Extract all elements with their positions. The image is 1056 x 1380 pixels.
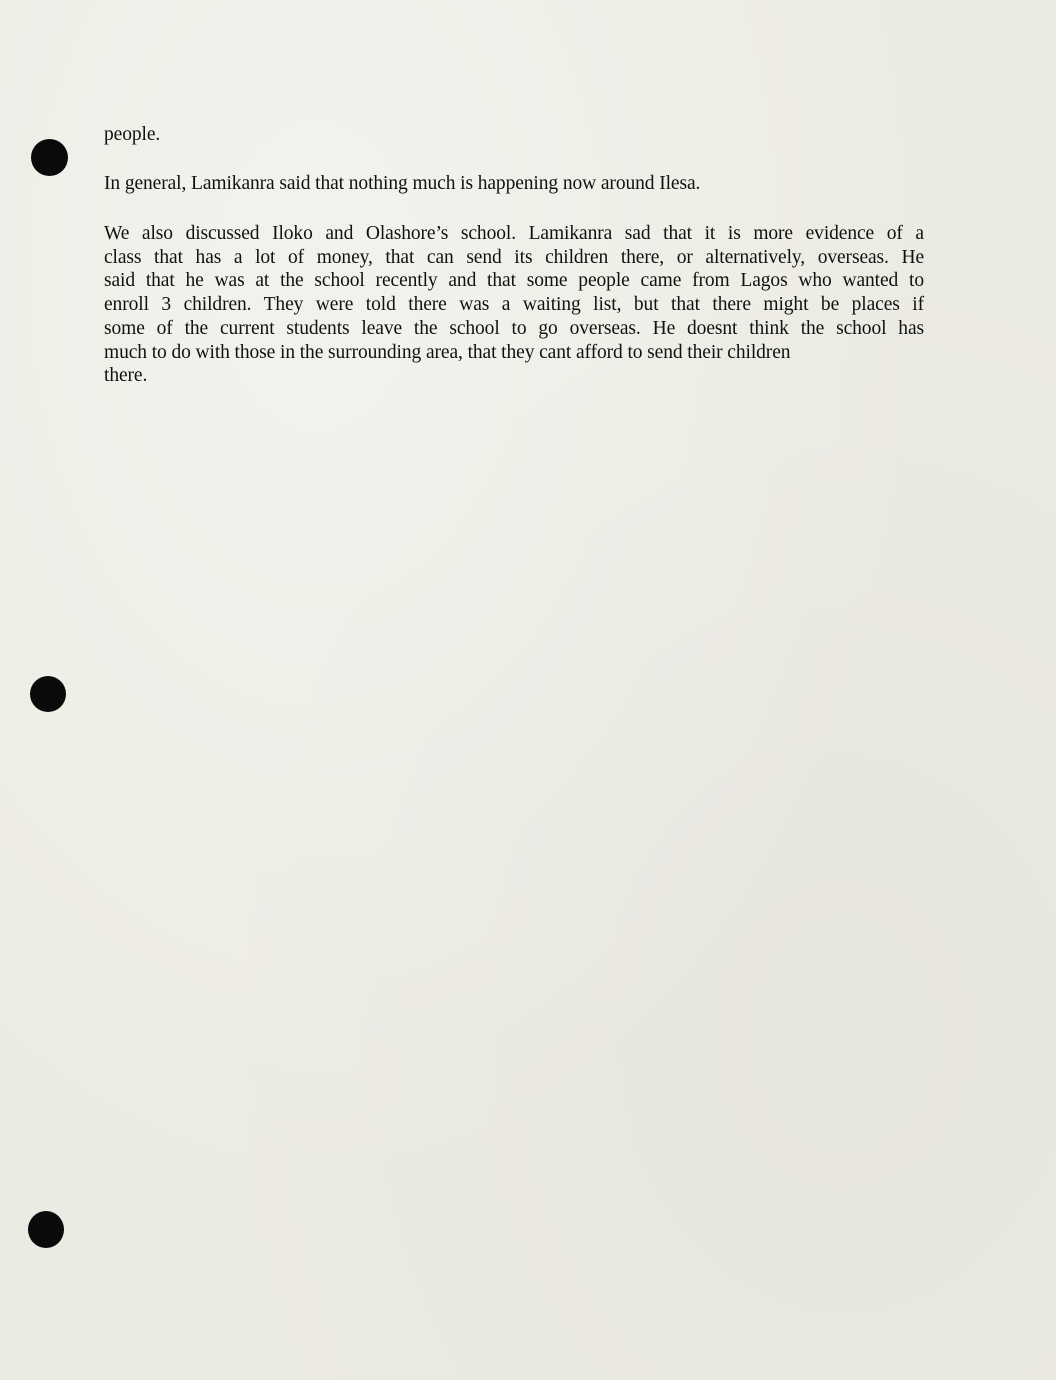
paragraph-line: We also discussed Iloko and Olashore’s school. Lamikanra sad that it is more evidence of a [104,223,924,244]
paragraph-line: class that has a lot of money, that can send its children there, or alternatively, overseas. He [104,246,924,268]
paragraph-line: said that he was at the school recently and that some people came from Lagos who wanted to [104,270,924,292]
paragraph-general [104,172,924,196]
punch-hole-top [31,139,68,176]
paragraph-line: enroll 3 children. They were told there was a waiting list, but that there might be places if [104,294,924,316]
paragraph-line: much to do with those in the surrounding area, that they cant afford to send their children [104,341,791,363]
punch-hole-middle [30,676,66,712]
paragraph-school-discussion [104,222,924,388]
continued-fragment [104,123,924,147]
paragraph-text: In general, Lamikanra said that nothing much is happening now around Ilesa. [104,173,701,194]
paragraph-line: some of the current students leave the school to go overseas. He doesnt think the school has [104,317,924,339]
punch-hole-bottom [28,1211,64,1248]
fragment-text: people. [104,124,161,145]
paragraph-line: there. [104,365,148,387]
